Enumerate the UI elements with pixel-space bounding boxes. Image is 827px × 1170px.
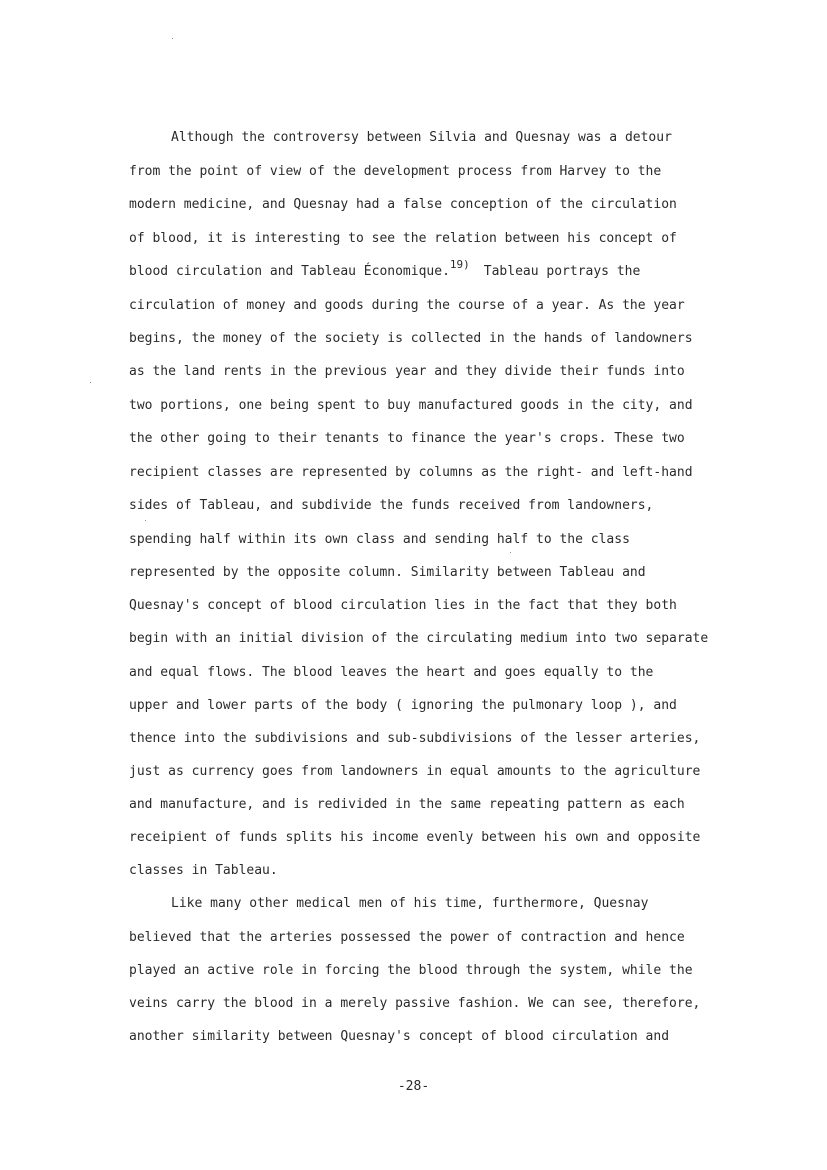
text-line: from the point of view of the development process from Harvey to the bbox=[129, 164, 662, 179]
text-line: begin with an initial division of the circulating medium into two separate bbox=[129, 631, 709, 646]
text-line: spending half within its own class and sending half to the class bbox=[129, 532, 630, 547]
text-line: veins carry the blood in a merely passive fashion. We can see, therefore, bbox=[129, 996, 701, 1011]
text-line: upper and lower parts of the body ( ignoring the pulmonary loop ), and bbox=[129, 698, 677, 713]
text-line: believed that the arteries possessed the power of contraction and hence bbox=[129, 930, 685, 945]
text-line: classes in Tableau. bbox=[129, 863, 278, 878]
text-line: modern medicine, and Quesnay had a false conception of the circulation bbox=[129, 197, 677, 212]
text-line: Quesnay's concept of blood circulation lies in the fact that they both bbox=[129, 598, 677, 613]
text-line: of blood, it is interesting to see the relation between his concept of bbox=[129, 231, 677, 246]
scan-speck bbox=[510, 552, 511, 553]
text-line: circulation of money and goods during the course of a year. As the year bbox=[129, 298, 685, 313]
text-line bbox=[129, 258, 641, 280]
text-line: Like many other medical men of his time, furthermore, Quesnay bbox=[171, 896, 649, 911]
text-line: and manufacture, and is redivided in the same repeating pattern as each bbox=[129, 797, 685, 812]
text-line: the other going to their tenants to finance the year's crops. These two bbox=[129, 431, 685, 446]
text-line: receipient of funds splits his income evenly between his own and opposite bbox=[129, 830, 701, 845]
footnote-ref: 19) bbox=[449, 258, 470, 271]
text-line: represented by the opposite column. Similarity between Tableau and bbox=[129, 565, 646, 580]
text-line: played an active role in forcing the blood through the system, while the bbox=[129, 963, 693, 978]
text-line: sides of Tableau, and subdivide the funds received from landowners, bbox=[129, 498, 654, 513]
text-line: and equal flows. The blood leaves the heart and goes equally to the bbox=[129, 665, 654, 680]
scan-speck bbox=[172, 38, 173, 39]
text-line: two portions, one being spent to buy manufactured goods in the city, and bbox=[129, 398, 693, 413]
text-line: thence into the subdivisions and sub-subdivisions of the lesser arteries, bbox=[129, 731, 701, 746]
text-segment: Tableau portrays the bbox=[483, 264, 641, 279]
scan-speck bbox=[145, 520, 146, 521]
text-line: another similarity between Quesnay's concept of blood circulation and bbox=[129, 1029, 670, 1044]
text-segment: blood circulation and Tableau Économique. bbox=[129, 264, 450, 279]
scan-speck bbox=[90, 382, 91, 383]
text-line: just as currency goes from landowners in equal amounts to the agriculture bbox=[129, 764, 701, 779]
text-line: as the land rents in the previous year and they divide their funds into bbox=[129, 364, 685, 379]
page-number: -28- bbox=[397, 1079, 430, 1094]
text-line: Although the controversy between Silvia and Quesnay was a detour bbox=[171, 130, 672, 145]
text-line: recipient classes are represented by columns as the right- and left-hand bbox=[129, 465, 693, 480]
text-line: begins, the money of the society is collected in the hands of landowners bbox=[129, 331, 693, 346]
